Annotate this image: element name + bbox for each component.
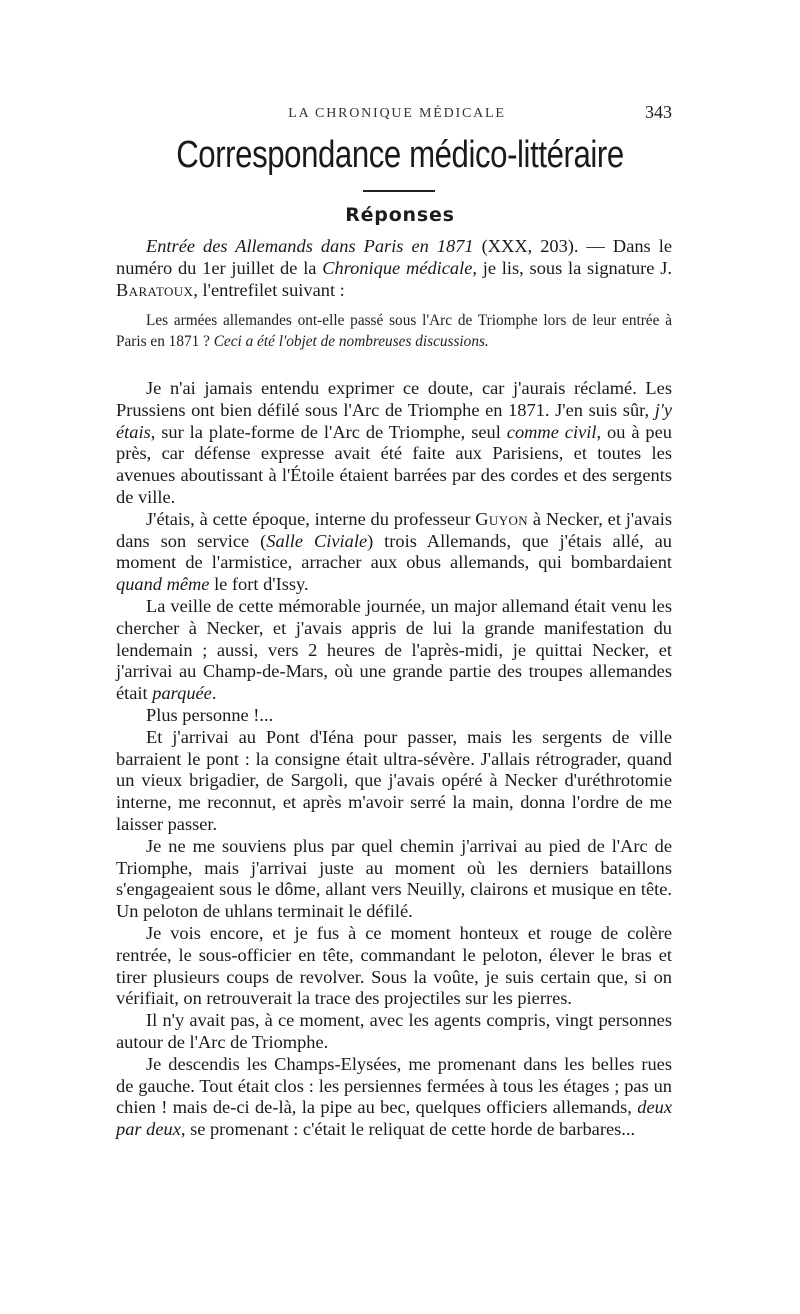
- professor-name: Guyon: [475, 508, 529, 529]
- author-name: Baratoux: [116, 279, 194, 300]
- p3-part-a: La veille de cette mémorable journée, un major allemand était venu les chercher à Necker, et j'avais appris de lui la grande manifestation du lendemain ; aussi, vers 2 heures de l'après-midi, je quittai Necker, et j'arrivai au Champ-de-Mars, où une grande partie des troupes allemandes était: [116, 595, 672, 704]
- paragraph-9: [116, 1054, 672, 1141]
- paragraph-6: Je ne me souviens plus par quel chemin j'arrivai au pied de l'Arc de Triomphe, mais j'arrivai juste au moment où les derniers bataillons s'engageaient sous le dôme, allant vers Neuilly, clairons et musique en tête. Un peloton de uhlans terminait le défilé.: [116, 835, 672, 922]
- p2-part-g: le fort d'Issy.: [209, 574, 309, 595]
- p1-part-c: , sur la plate-forme de l'Arc de Triomphe, seul: [150, 421, 507, 442]
- paragraph-7: Je vois encore, et je fus à ce moment honteux et rouge de colère rentrée, le sous-officier en tête, commandant le peloton, élever le bras et tirer plusieurs coups de revolver. Sous la voûte, je suis certain que, si on vérifiait, on retrouverait la trace des projectiles sur les pierres.: [116, 922, 672, 1009]
- date-ordinal: 1er: [202, 257, 226, 278]
- paragraph-1: [116, 378, 672, 509]
- query-text-end: , l'entrefilet suivant :: [193, 279, 345, 300]
- ward-name: Salle Civiale: [266, 530, 368, 551]
- query-date-rest: juillet de la: [225, 257, 323, 278]
- paragraph-2: [116, 509, 672, 596]
- body-text: [116, 378, 672, 1141]
- quoted-excerpt: [116, 310, 672, 352]
- page-title: Correspondance médico-littéraire: [176, 134, 624, 176]
- p2-part-c: à Necker, et j'avais dans son service (: [116, 508, 672, 551]
- query-paragraph: [116, 236, 672, 301]
- paragraph-4: Plus personne !...: [146, 704, 274, 725]
- quote-main: Les armées allemandes ont-elle passé sous l'Arc de Triomphe lors de leur entrée à Paris en 1871 ?: [116, 312, 672, 350]
- p1-italic-a: j'y étais: [116, 399, 672, 442]
- section-heading: Réponses: [345, 204, 455, 226]
- query-ref: (XXX, 203). — Dans le numéro du: [116, 236, 672, 278]
- paragraph-5: Et j'arrivai au Pont d'Iéna pour passer, mais les sergents de ville barraient le pont : la consigne était ultra-sévère. J'allais rétrograder, quand un vieux brigadier, de Sargoli, que j'avais opéré à Necker d'uréthrotomie interne, me reconnut, et après m'avoir serré la main, donna l'ordre de me laisser passer.: [116, 726, 672, 834]
- journal-name: Chronique médicale: [322, 257, 473, 278]
- p1-part-e: , ou à peu près, car défense expresse avait été faite aux Parisiens, et toutes les avenues aboutissant à l'Étoile étaient barrées par des cordes et des sergents de ville.: [116, 421, 672, 507]
- title-rule: [363, 190, 435, 192]
- query-title: Entrée des Allemands dans Paris en 1871: [146, 236, 474, 256]
- p9-italic: deux par deux: [116, 1097, 672, 1140]
- paragraph-8: Il n'y avait pas, à ce moment, avec les agents compris, vingt personnes autour de l'Arc de Triomphe.: [116, 1010, 672, 1052]
- p3-part-c: .: [211, 683, 217, 704]
- p1-italic-b: comme civil: [506, 421, 597, 442]
- p9-part-a: Je descendis les Champs-Elysées, me promenant dans les belles rues de gauche. Tout était clos : les persiennes fermées à tous les étages ; pas un chien ! mais de-ci de-là, la pipe au bec, quelques officiers allemands,: [116, 1053, 672, 1118]
- p2-part-a: J'étais, à cette époque, interne du professeur: [146, 508, 476, 529]
- p1-part-a: Je n'ai jamais entendu exprimer ce doute, car j'aurais réclamé. Les Prussiens ont bien défilé sous l'Arc de Triomphe en 1871. J'en suis sûr,: [116, 378, 672, 420]
- quote-text: [116, 310, 672, 352]
- query-text-mid: , je lis, sous la signature J.: [472, 257, 672, 278]
- quote-italic: Ceci a été l'objet de nombreuses discussions.: [213, 333, 489, 350]
- p2-italic: quand même: [116, 574, 210, 595]
- running-head: LA CHRONIQUE MÉDICALE: [288, 106, 506, 121]
- p3-italic: parquée: [152, 683, 212, 704]
- p9-part-c: , se promenant : c'était le reliquat de cette horde de barbares...: [180, 1119, 636, 1140]
- query-text: [116, 236, 672, 301]
- page-number: 343: [645, 102, 672, 122]
- p2-part-e: ) trois Allemands, que j'étais allé, au moment de l'armistice, arracher aux obus allemands, qui bombardaient: [116, 530, 672, 573]
- paragraph-3: [116, 596, 672, 705]
